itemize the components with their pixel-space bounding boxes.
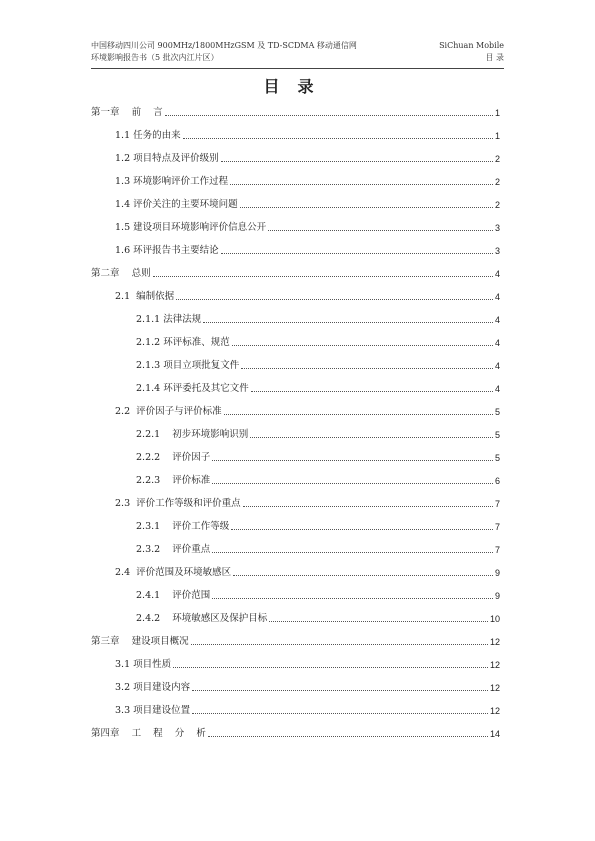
toc-dot-leader <box>231 528 493 530</box>
header-project-title: 中国移动四川公司 900MHz/1800MHzGSM 及 TD-SCDMA 移动通信网 <box>91 41 357 50</box>
toc-dot-leader <box>183 137 493 139</box>
toc-dot-leader <box>268 229 493 231</box>
toc-dot-leader <box>232 344 493 346</box>
toc-page-number: 5 <box>494 430 500 440</box>
toc-page-number: 5 <box>494 453 500 463</box>
toc-entry-label: 2.1.3 项目立项批复文件 <box>136 360 240 371</box>
toc-entry[interactable] <box>91 427 500 441</box>
toc-entry-label: 2.1.4 环评委托及其它文件 <box>136 383 249 394</box>
toc-entry-label: 1.5 建设项目环境影响评价信息公开 <box>115 222 267 233</box>
toc-entry[interactable] <box>91 243 500 257</box>
toc-entry[interactable] <box>91 174 500 188</box>
toc-dot-leader <box>153 275 493 277</box>
toc-dot-leader <box>192 712 488 714</box>
toc-entry-label: 2.4.1 评价范围 <box>136 590 211 601</box>
toc-entry[interactable] <box>91 358 500 372</box>
toc-page-number: 12 <box>489 706 500 716</box>
toc-entry[interactable] <box>91 726 500 740</box>
toc-entry[interactable] <box>91 519 500 533</box>
toc-entry-label: 2.1 编制依据 <box>115 291 175 302</box>
toc-entry-label: 3.2 项目建设内容 <box>115 682 191 693</box>
toc-entry-label: 2.1.1 法律法规 <box>136 314 202 325</box>
toc-dot-leader <box>208 735 488 737</box>
toc-entry[interactable] <box>91 197 500 211</box>
header-section: 目 录 <box>485 53 504 62</box>
toc-dot-leader <box>233 574 493 576</box>
toc-dot-leader <box>221 160 493 162</box>
header-company: SiChuan Mobile <box>439 41 504 50</box>
toc-entry[interactable] <box>91 381 500 395</box>
header-rule <box>91 68 504 69</box>
toc-entry-label: 2.4 评价范围及环境敏感区 <box>115 567 232 578</box>
toc-entry[interactable] <box>91 634 500 648</box>
toc-entry[interactable] <box>91 151 500 165</box>
toc-page-number: 12 <box>489 637 500 647</box>
toc-entry[interactable] <box>91 220 500 234</box>
toc-page-number: 2 <box>494 154 500 164</box>
toc-entry[interactable] <box>91 680 500 694</box>
toc-dot-leader <box>221 252 493 254</box>
toc-page-number: 7 <box>494 545 500 555</box>
toc-page-number: 4 <box>494 338 500 348</box>
toc-entry[interactable] <box>91 335 500 349</box>
toc-entry-label: 第四章 工 程 分 析 <box>91 728 206 739</box>
toc-page-number: 6 <box>494 476 500 486</box>
toc-dot-leader <box>250 436 493 438</box>
toc-entry[interactable] <box>91 312 500 326</box>
toc-dot-leader <box>251 390 493 392</box>
toc-dot-leader <box>243 505 493 507</box>
toc-entry[interactable] <box>91 473 500 487</box>
toc-entry-label: 2.3 评价工作等级和评价重点 <box>115 498 241 509</box>
toc-page-number: 7 <box>494 499 500 509</box>
toc-entry-label: 1.3 环境影响评价工作过程 <box>115 176 229 187</box>
toc-entry[interactable] <box>91 450 500 464</box>
toc-page-number: 1 <box>494 131 500 141</box>
toc-page-number: 10 <box>489 614 500 624</box>
toc-entry[interactable] <box>91 289 500 303</box>
toc-entry[interactable] <box>91 266 500 280</box>
toc-entry[interactable] <box>91 404 500 418</box>
toc-page-number: 4 <box>494 361 500 371</box>
toc-page-number: 3 <box>494 246 500 256</box>
toc-dot-leader <box>173 666 488 668</box>
toc-page-number: 4 <box>494 315 500 325</box>
page-header <box>91 40 504 70</box>
toc-page-number: 12 <box>489 660 500 670</box>
toc-entry-label: 2.2 评价因子与评价标准 <box>115 406 222 417</box>
toc-entry-label: 第一章 前 言 <box>91 107 163 118</box>
toc-dot-leader <box>224 413 493 415</box>
toc-entry-label: 2.2.1 初步环境影响识别 <box>136 429 249 440</box>
header-report-subtitle: 环境影响报告书（5 批次内江片区） <box>91 53 219 62</box>
toc-page-number: 9 <box>494 591 500 601</box>
toc-entry[interactable] <box>91 565 500 579</box>
toc-dot-leader <box>212 482 493 484</box>
toc-entry-label: 第二章 总则 <box>91 268 151 279</box>
header-right <box>439 40 504 64</box>
header-left <box>91 40 357 64</box>
toc-entry-label: 2.4.2 环境敏感区及保护目标 <box>136 613 268 624</box>
toc-dot-leader <box>165 114 493 116</box>
toc-entry-label: 2.1.2 环评标准、规范 <box>136 337 230 348</box>
toc-dot-leader <box>241 367 493 369</box>
toc-dot-leader <box>203 321 493 323</box>
toc-entry-label: 1.2 项目特点及评价级别 <box>115 153 219 164</box>
toc-entry-label: 1.4 评价关注的主要环境问题 <box>115 199 238 210</box>
toc-page-number: 4 <box>494 384 500 394</box>
toc-dot-leader <box>192 689 488 691</box>
toc-entry-label: 2.3.2 评价重点 <box>136 544 211 555</box>
toc-entry[interactable] <box>91 657 500 671</box>
toc-dot-leader <box>230 183 493 185</box>
toc-page-number: 14 <box>489 729 500 739</box>
toc-entry[interactable] <box>91 703 500 717</box>
toc-page-number: 12 <box>489 683 500 693</box>
toc-entry-label: 1.1 任务的由来 <box>115 130 181 141</box>
toc-page-number: 7 <box>494 522 500 532</box>
toc-dot-leader <box>212 597 493 599</box>
toc-dot-leader <box>240 206 493 208</box>
toc-entry[interactable] <box>91 105 500 119</box>
toc-entry-label: 3.3 项目建设位置 <box>115 705 191 716</box>
toc-dot-leader <box>212 551 493 553</box>
toc-entry[interactable] <box>91 496 500 510</box>
toc-page-number: 4 <box>494 292 500 302</box>
toc-page-number: 3 <box>494 223 500 233</box>
toc-entry-label: 1.6 环评报告书主要结论 <box>115 245 219 256</box>
toc-entry-label: 2.3.1 评价工作等级 <box>136 521 230 532</box>
toc-entry[interactable] <box>91 542 500 556</box>
toc-page-number: 2 <box>494 177 500 187</box>
toc-entry[interactable] <box>91 588 500 602</box>
toc-page-number: 4 <box>494 269 500 279</box>
toc-entry-label: 2.2.3 评价标准 <box>136 475 211 486</box>
toc-dot-leader <box>191 643 488 645</box>
toc-entry-label: 3.1 项目性质 <box>115 659 172 670</box>
toc-dot-leader <box>176 298 493 300</box>
toc-page-number: 9 <box>494 568 500 578</box>
toc-entry[interactable] <box>91 128 500 142</box>
toc-dot-leader <box>269 620 488 622</box>
toc-page-number: 2 <box>494 200 500 210</box>
toc-entry-label: 第三章 建设项目概况 <box>91 636 189 647</box>
toc-dot-leader <box>212 459 493 461</box>
page-title: 目录 <box>263 77 332 96</box>
toc-page-number: 5 <box>494 407 500 417</box>
toc-page-number: 1 <box>494 108 500 118</box>
toc-entry-label: 2.2.2 评价因子 <box>136 452 211 463</box>
toc-entry[interactable] <box>91 611 500 625</box>
